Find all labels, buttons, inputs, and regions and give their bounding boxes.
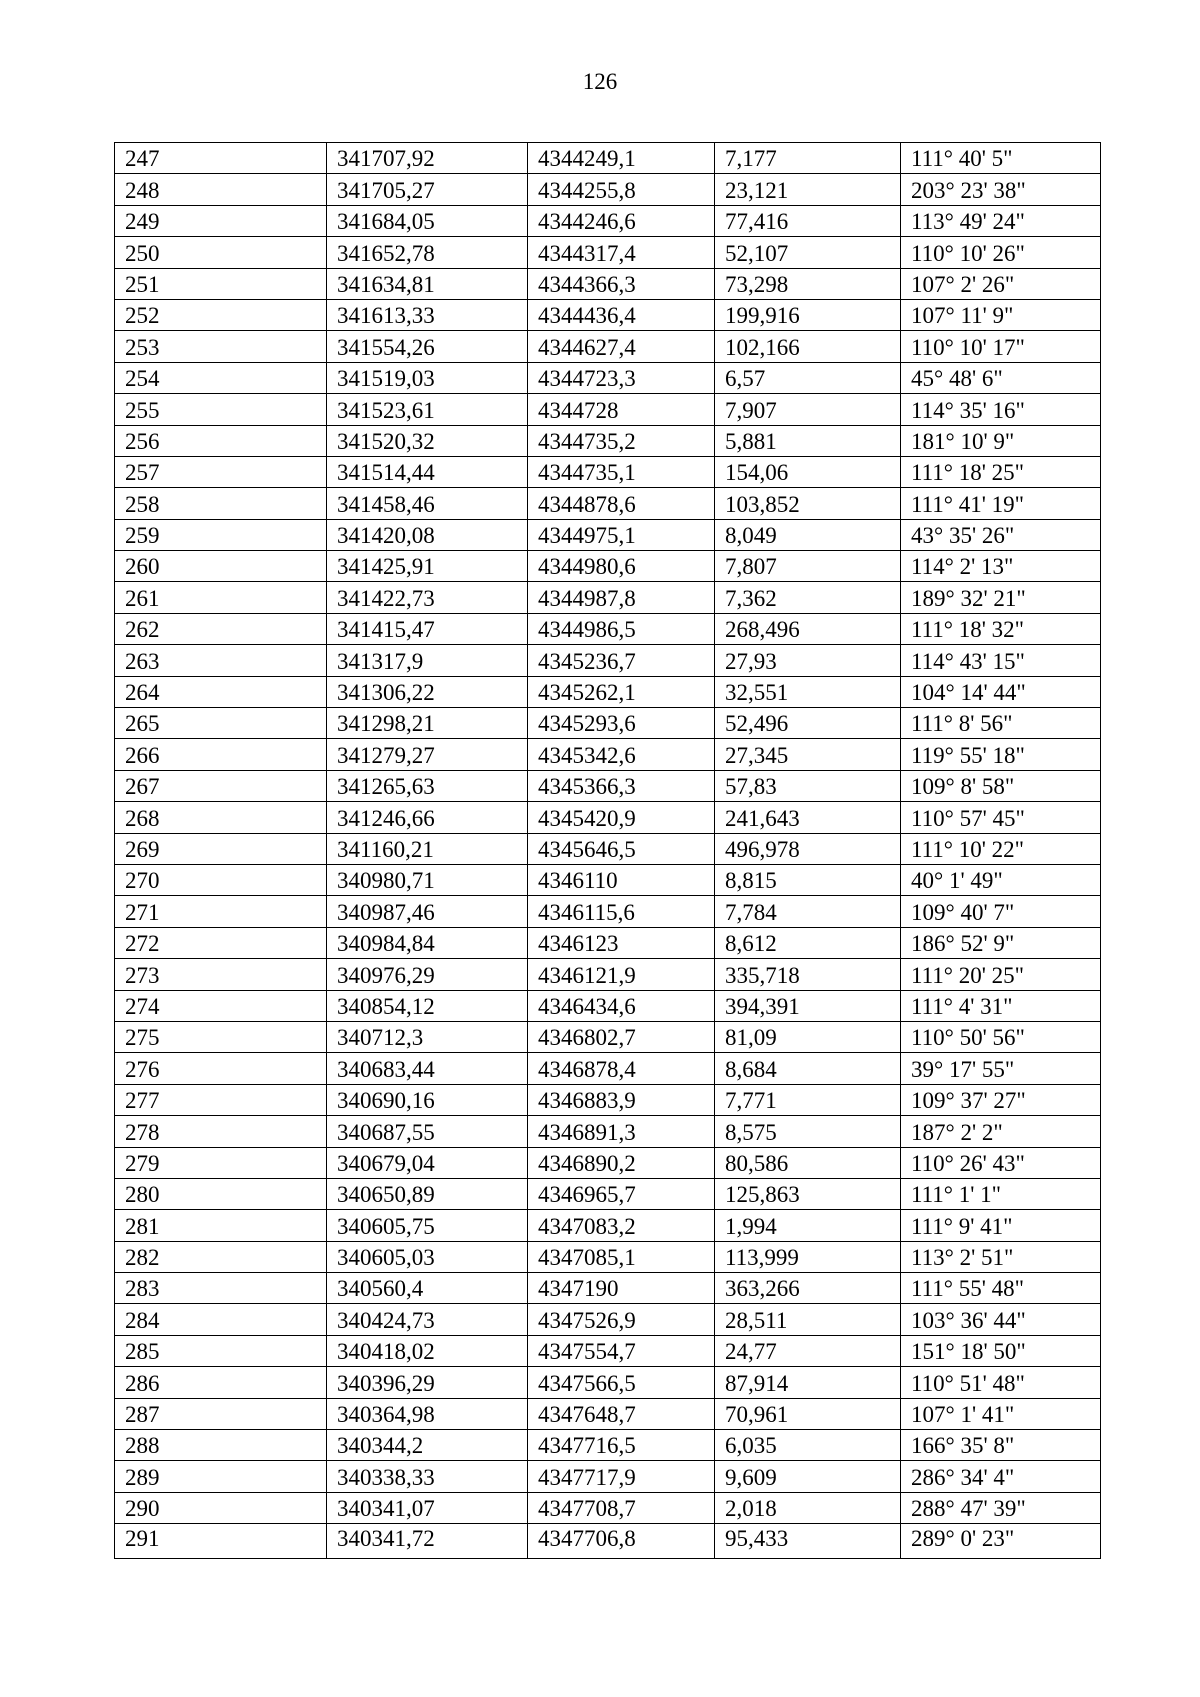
x-coordinate-cell: 341317,9 xyxy=(327,645,528,676)
y-coordinate-cell: 4346110 xyxy=(528,864,715,895)
y-coordinate-cell: 4345293,6 xyxy=(528,708,715,739)
table-row xyxy=(115,1335,1101,1366)
table-row xyxy=(115,425,1101,456)
point-number-cell: 281 xyxy=(115,1210,327,1241)
distance-cell: 2,018 xyxy=(715,1492,901,1523)
y-coordinate-cell: 4344366,3 xyxy=(528,268,715,299)
distance-cell: 9,609 xyxy=(715,1461,901,1492)
x-coordinate-cell: 341705,27 xyxy=(327,174,528,205)
table-row xyxy=(115,1241,1101,1272)
bearing-cell: 286° 34' 4" xyxy=(901,1461,1101,1492)
point-number-cell: 247 xyxy=(115,143,327,174)
table-row xyxy=(115,959,1101,990)
y-coordinate-cell: 4345420,9 xyxy=(528,802,715,833)
page-number: 126 xyxy=(582,69,618,94)
y-coordinate-cell: 4345646,5 xyxy=(528,833,715,864)
x-coordinate-cell: 341652,78 xyxy=(327,237,528,268)
distance-cell: 95,433 xyxy=(715,1524,901,1559)
bearing-cell: 181° 10' 9" xyxy=(901,425,1101,456)
table-row xyxy=(115,1273,1101,1304)
distance-cell: 102,166 xyxy=(715,331,901,362)
y-coordinate-cell: 4344728 xyxy=(528,394,715,425)
y-coordinate-cell: 4347085,1 xyxy=(528,1241,715,1272)
point-number-cell: 287 xyxy=(115,1398,327,1429)
bearing-cell: 111° 1' 1" xyxy=(901,1178,1101,1209)
distance-cell: 27,345 xyxy=(715,739,901,770)
distance-cell: 7,771 xyxy=(715,1084,901,1115)
x-coordinate-cell: 340683,44 xyxy=(327,1053,528,1084)
bearing-cell: 103° 36' 44" xyxy=(901,1304,1101,1335)
point-number-cell: 258 xyxy=(115,488,327,519)
table-row xyxy=(115,1178,1101,1209)
table-row xyxy=(115,237,1101,268)
x-coordinate-cell: 341554,26 xyxy=(327,331,528,362)
distance-cell: 7,784 xyxy=(715,896,901,927)
table-row xyxy=(115,1116,1101,1147)
point-number-cell: 259 xyxy=(115,519,327,550)
y-coordinate-cell: 4347648,7 xyxy=(528,1398,715,1429)
table-row xyxy=(115,645,1101,676)
distance-cell: 6,57 xyxy=(715,362,901,393)
x-coordinate-cell: 341634,81 xyxy=(327,268,528,299)
x-coordinate-cell: 340418,02 xyxy=(327,1335,528,1366)
point-number-cell: 260 xyxy=(115,551,327,582)
x-coordinate-cell: 341613,33 xyxy=(327,299,528,330)
y-coordinate-cell: 4346115,6 xyxy=(528,896,715,927)
y-coordinate-cell: 4346891,3 xyxy=(528,1116,715,1147)
point-number-cell: 275 xyxy=(115,1021,327,1052)
x-coordinate-cell: 341707,92 xyxy=(327,143,528,174)
distance-cell: 154,06 xyxy=(715,456,901,487)
distance-cell: 28,511 xyxy=(715,1304,901,1335)
distance-cell: 363,266 xyxy=(715,1273,901,1304)
y-coordinate-cell: 4344246,6 xyxy=(528,205,715,236)
point-number-cell: 273 xyxy=(115,959,327,990)
table-row xyxy=(115,456,1101,487)
distance-cell: 52,107 xyxy=(715,237,901,268)
distance-cell: 32,551 xyxy=(715,676,901,707)
table-row xyxy=(115,143,1101,174)
x-coordinate-cell: 340605,03 xyxy=(327,1241,528,1272)
table-row xyxy=(115,990,1101,1021)
y-coordinate-cell: 4347190 xyxy=(528,1273,715,1304)
distance-cell: 8,049 xyxy=(715,519,901,550)
table-row xyxy=(115,488,1101,519)
point-number-cell: 268 xyxy=(115,802,327,833)
x-coordinate-cell: 340560,4 xyxy=(327,1273,528,1304)
y-coordinate-cell: 4344986,5 xyxy=(528,613,715,644)
table-row xyxy=(115,1147,1101,1178)
point-number-cell: 266 xyxy=(115,739,327,770)
table-row xyxy=(115,582,1101,613)
table-row xyxy=(115,1398,1101,1429)
distance-cell: 335,718 xyxy=(715,959,901,990)
x-coordinate-cell: 340976,29 xyxy=(327,959,528,990)
x-coordinate-cell: 340854,12 xyxy=(327,990,528,1021)
distance-cell: 81,09 xyxy=(715,1021,901,1052)
table-row xyxy=(115,613,1101,644)
x-coordinate-cell: 340605,75 xyxy=(327,1210,528,1241)
x-coordinate-cell: 341519,03 xyxy=(327,362,528,393)
bearing-cell: 107° 11' 9" xyxy=(901,299,1101,330)
table-row xyxy=(115,1021,1101,1052)
y-coordinate-cell: 4346890,2 xyxy=(528,1147,715,1178)
point-number-cell: 253 xyxy=(115,331,327,362)
point-number-cell: 284 xyxy=(115,1304,327,1335)
bearing-cell: 39° 17' 55" xyxy=(901,1053,1101,1084)
distance-cell: 52,496 xyxy=(715,708,901,739)
x-coordinate-cell: 341160,21 xyxy=(327,833,528,864)
point-number-cell: 257 xyxy=(115,456,327,487)
distance-cell: 87,914 xyxy=(715,1367,901,1398)
distance-cell: 113,999 xyxy=(715,1241,901,1272)
x-coordinate-cell: 340687,55 xyxy=(327,1116,528,1147)
x-coordinate-cell: 340341,07 xyxy=(327,1492,528,1523)
x-coordinate-cell: 340341,72 xyxy=(327,1524,528,1559)
bearing-cell: 111° 4' 31" xyxy=(901,990,1101,1021)
x-coordinate-cell: 340987,46 xyxy=(327,896,528,927)
point-number-cell: 251 xyxy=(115,268,327,299)
table-row xyxy=(115,739,1101,770)
table-row xyxy=(115,394,1101,425)
bearing-cell: 104° 14' 44" xyxy=(901,676,1101,707)
bearing-cell: 111° 8' 56" xyxy=(901,708,1101,739)
point-number-cell: 252 xyxy=(115,299,327,330)
bearing-cell: 288° 47' 39" xyxy=(901,1492,1101,1523)
bearing-cell: 203° 23' 38" xyxy=(901,174,1101,205)
y-coordinate-cell: 4344436,4 xyxy=(528,299,715,330)
bearing-cell: 43° 35' 26" xyxy=(901,519,1101,550)
bearing-cell: 114° 2' 13" xyxy=(901,551,1101,582)
bearing-cell: 111° 9' 41" xyxy=(901,1210,1101,1241)
distance-cell: 199,916 xyxy=(715,299,901,330)
point-number-cell: 274 xyxy=(115,990,327,1021)
x-coordinate-cell: 341265,63 xyxy=(327,770,528,801)
distance-cell: 268,496 xyxy=(715,613,901,644)
y-coordinate-cell: 4344987,8 xyxy=(528,582,715,613)
table-row xyxy=(115,205,1101,236)
y-coordinate-cell: 4344627,4 xyxy=(528,331,715,362)
table-row xyxy=(115,299,1101,330)
distance-cell: 57,83 xyxy=(715,770,901,801)
distance-cell: 23,121 xyxy=(715,174,901,205)
point-number-cell: 280 xyxy=(115,1178,327,1209)
x-coordinate-cell: 340344,2 xyxy=(327,1430,528,1461)
table-row xyxy=(115,802,1101,833)
y-coordinate-cell: 4344255,8 xyxy=(528,174,715,205)
x-coordinate-cell: 341514,44 xyxy=(327,456,528,487)
point-number-cell: 256 xyxy=(115,425,327,456)
point-number-cell: 272 xyxy=(115,927,327,958)
point-number-cell: 271 xyxy=(115,896,327,927)
distance-cell: 73,298 xyxy=(715,268,901,299)
bearing-cell: 113° 49' 24" xyxy=(901,205,1101,236)
x-coordinate-cell: 340690,16 xyxy=(327,1084,528,1115)
bearing-cell: 111° 55' 48" xyxy=(901,1273,1101,1304)
x-coordinate-cell: 341279,27 xyxy=(327,739,528,770)
bearing-cell: 111° 20' 25" xyxy=(901,959,1101,990)
point-number-cell: 288 xyxy=(115,1430,327,1461)
bearing-cell: 111° 41' 19" xyxy=(901,488,1101,519)
point-number-cell: 249 xyxy=(115,205,327,236)
bearing-cell: 111° 10' 22" xyxy=(901,833,1101,864)
table-row xyxy=(115,1461,1101,1492)
point-number-cell: 290 xyxy=(115,1492,327,1523)
y-coordinate-cell: 4347554,7 xyxy=(528,1335,715,1366)
x-coordinate-cell: 340650,89 xyxy=(327,1178,528,1209)
distance-cell: 7,807 xyxy=(715,551,901,582)
point-number-cell: 261 xyxy=(115,582,327,613)
distance-cell: 103,852 xyxy=(715,488,901,519)
y-coordinate-cell: 4347716,5 xyxy=(528,1430,715,1461)
point-number-cell: 262 xyxy=(115,613,327,644)
bearing-cell: 110° 51' 48" xyxy=(901,1367,1101,1398)
x-coordinate-cell: 341420,08 xyxy=(327,519,528,550)
bearing-cell: 186° 52' 9" xyxy=(901,927,1101,958)
distance-cell: 8,815 xyxy=(715,864,901,895)
y-coordinate-cell: 4345236,7 xyxy=(528,645,715,676)
point-number-cell: 263 xyxy=(115,645,327,676)
bearing-cell: 107° 2' 26" xyxy=(901,268,1101,299)
bearing-cell: 110° 50' 56" xyxy=(901,1021,1101,1052)
table-row xyxy=(115,676,1101,707)
table-row xyxy=(115,1492,1101,1523)
point-number-cell: 250 xyxy=(115,237,327,268)
y-coordinate-cell: 4344980,6 xyxy=(528,551,715,582)
bearing-cell: 45° 48' 6" xyxy=(901,362,1101,393)
bearing-cell: 111° 18' 32" xyxy=(901,613,1101,644)
bearing-cell: 166° 35' 8" xyxy=(901,1430,1101,1461)
distance-cell: 80,586 xyxy=(715,1147,901,1178)
table-row xyxy=(115,896,1101,927)
distance-cell: 7,907 xyxy=(715,394,901,425)
point-number-cell: 277 xyxy=(115,1084,327,1115)
point-number-cell: 254 xyxy=(115,362,327,393)
table-row xyxy=(115,1524,1101,1559)
y-coordinate-cell: 4344878,6 xyxy=(528,488,715,519)
y-coordinate-cell: 4344735,1 xyxy=(528,456,715,487)
bearing-cell: 111° 18' 25" xyxy=(901,456,1101,487)
bearing-cell: 114° 43' 15" xyxy=(901,645,1101,676)
y-coordinate-cell: 4344723,3 xyxy=(528,362,715,393)
x-coordinate-cell: 341298,21 xyxy=(327,708,528,739)
table-row xyxy=(115,174,1101,205)
x-coordinate-cell: 341523,61 xyxy=(327,394,528,425)
distance-cell: 1,994 xyxy=(715,1210,901,1241)
x-coordinate-cell: 341415,47 xyxy=(327,613,528,644)
x-coordinate-cell: 341246,66 xyxy=(327,802,528,833)
distance-cell: 8,612 xyxy=(715,927,901,958)
x-coordinate-cell: 341422,73 xyxy=(327,582,528,613)
distance-cell: 24,77 xyxy=(715,1335,901,1366)
table-row xyxy=(115,864,1101,895)
point-number-cell: 265 xyxy=(115,708,327,739)
y-coordinate-cell: 4345366,3 xyxy=(528,770,715,801)
y-coordinate-cell: 4346878,4 xyxy=(528,1053,715,1084)
y-coordinate-cell: 4345262,1 xyxy=(528,676,715,707)
table-row xyxy=(115,1053,1101,1084)
distance-cell: 496,978 xyxy=(715,833,901,864)
point-number-cell: 267 xyxy=(115,770,327,801)
table-row xyxy=(115,519,1101,550)
bearing-cell: 109° 37' 27" xyxy=(901,1084,1101,1115)
x-coordinate-cell: 340364,98 xyxy=(327,1398,528,1429)
point-number-cell: 255 xyxy=(115,394,327,425)
point-number-cell: 270 xyxy=(115,864,327,895)
bearing-cell: 109° 8' 58" xyxy=(901,770,1101,801)
bearing-cell: 289° 0' 23" xyxy=(901,1524,1101,1559)
distance-cell: 70,961 xyxy=(715,1398,901,1429)
table-row xyxy=(115,1304,1101,1335)
distance-cell: 8,575 xyxy=(715,1116,901,1147)
y-coordinate-cell: 4347526,9 xyxy=(528,1304,715,1335)
bearing-cell: 110° 10' 17" xyxy=(901,331,1101,362)
point-number-cell: 278 xyxy=(115,1116,327,1147)
x-coordinate-cell: 341306,22 xyxy=(327,676,528,707)
x-coordinate-cell: 340679,04 xyxy=(327,1147,528,1178)
table-row xyxy=(115,1430,1101,1461)
bearing-cell: 119° 55' 18" xyxy=(901,739,1101,770)
y-coordinate-cell: 4346123 xyxy=(528,927,715,958)
bearing-cell: 109° 40' 7" xyxy=(901,896,1101,927)
table-row xyxy=(115,268,1101,299)
y-coordinate-cell: 4347083,2 xyxy=(528,1210,715,1241)
y-coordinate-cell: 4345342,6 xyxy=(528,739,715,770)
x-coordinate-cell: 340424,73 xyxy=(327,1304,528,1335)
point-number-cell: 248 xyxy=(115,174,327,205)
table-row xyxy=(115,362,1101,393)
bearing-cell: 110° 10' 26" xyxy=(901,237,1101,268)
distance-cell: 8,684 xyxy=(715,1053,901,1084)
bearing-cell: 151° 18' 50" xyxy=(901,1335,1101,1366)
table-row xyxy=(115,1210,1101,1241)
x-coordinate-cell: 341458,46 xyxy=(327,488,528,519)
point-number-cell: 276 xyxy=(115,1053,327,1084)
distance-cell: 6,035 xyxy=(715,1430,901,1461)
y-coordinate-cell: 4346965,7 xyxy=(528,1178,715,1209)
bearing-cell: 107° 1' 41" xyxy=(901,1398,1101,1429)
y-coordinate-cell: 4346434,6 xyxy=(528,990,715,1021)
y-coordinate-cell: 4347566,5 xyxy=(528,1367,715,1398)
distance-cell: 7,362 xyxy=(715,582,901,613)
point-number-cell: 279 xyxy=(115,1147,327,1178)
bearing-cell: 111° 40' 5" xyxy=(901,143,1101,174)
point-number-cell: 289 xyxy=(115,1461,327,1492)
table-row xyxy=(115,1084,1101,1115)
coordinates-table-body xyxy=(115,143,1101,1559)
point-number-cell: 283 xyxy=(115,1273,327,1304)
y-coordinate-cell: 4344735,2 xyxy=(528,425,715,456)
x-coordinate-cell: 341684,05 xyxy=(327,205,528,236)
distance-cell: 7,177 xyxy=(715,143,901,174)
y-coordinate-cell: 4344317,4 xyxy=(528,237,715,268)
bearing-cell: 187° 2' 2" xyxy=(901,1116,1101,1147)
y-coordinate-cell: 4347706,8 xyxy=(528,1524,715,1559)
point-number-cell: 291 xyxy=(115,1524,327,1559)
table-row xyxy=(115,833,1101,864)
distance-cell: 394,391 xyxy=(715,990,901,1021)
bearing-cell: 113° 2' 51" xyxy=(901,1241,1101,1272)
x-coordinate-cell: 340984,84 xyxy=(327,927,528,958)
table-row xyxy=(115,708,1101,739)
bearing-cell: 114° 35' 16" xyxy=(901,394,1101,425)
coordinates-table xyxy=(114,142,1101,1559)
x-coordinate-cell: 340396,29 xyxy=(327,1367,528,1398)
table-row xyxy=(115,1367,1101,1398)
x-coordinate-cell: 340712,3 xyxy=(327,1021,528,1052)
y-coordinate-cell: 4346121,9 xyxy=(528,959,715,990)
y-coordinate-cell: 4347708,7 xyxy=(528,1492,715,1523)
x-coordinate-cell: 341425,91 xyxy=(327,551,528,582)
x-coordinate-cell: 341520,32 xyxy=(327,425,528,456)
x-coordinate-cell: 340338,33 xyxy=(327,1461,528,1492)
y-coordinate-cell: 4346802,7 xyxy=(528,1021,715,1052)
distance-cell: 241,643 xyxy=(715,802,901,833)
x-coordinate-cell: 340980,71 xyxy=(327,864,528,895)
distance-cell: 77,416 xyxy=(715,205,901,236)
point-number-cell: 286 xyxy=(115,1367,327,1398)
bearing-cell: 110° 57' 45" xyxy=(901,802,1101,833)
bearing-cell: 40° 1' 49" xyxy=(901,864,1101,895)
table-row xyxy=(115,551,1101,582)
table-row xyxy=(115,770,1101,801)
bearing-cell: 110° 26' 43" xyxy=(901,1147,1101,1178)
y-coordinate-cell: 4347717,9 xyxy=(528,1461,715,1492)
distance-cell: 27,93 xyxy=(715,645,901,676)
y-coordinate-cell: 4346883,9 xyxy=(528,1084,715,1115)
bearing-cell: 189° 32' 21" xyxy=(901,582,1101,613)
table-row xyxy=(115,331,1101,362)
distance-cell: 125,863 xyxy=(715,1178,901,1209)
point-number-cell: 282 xyxy=(115,1241,327,1272)
point-number-cell: 264 xyxy=(115,676,327,707)
table-row xyxy=(115,927,1101,958)
point-number-cell: 269 xyxy=(115,833,327,864)
y-coordinate-cell: 4344975,1 xyxy=(528,519,715,550)
point-number-cell: 285 xyxy=(115,1335,327,1366)
y-coordinate-cell: 4344249,1 xyxy=(528,143,715,174)
distance-cell: 5,881 xyxy=(715,425,901,456)
